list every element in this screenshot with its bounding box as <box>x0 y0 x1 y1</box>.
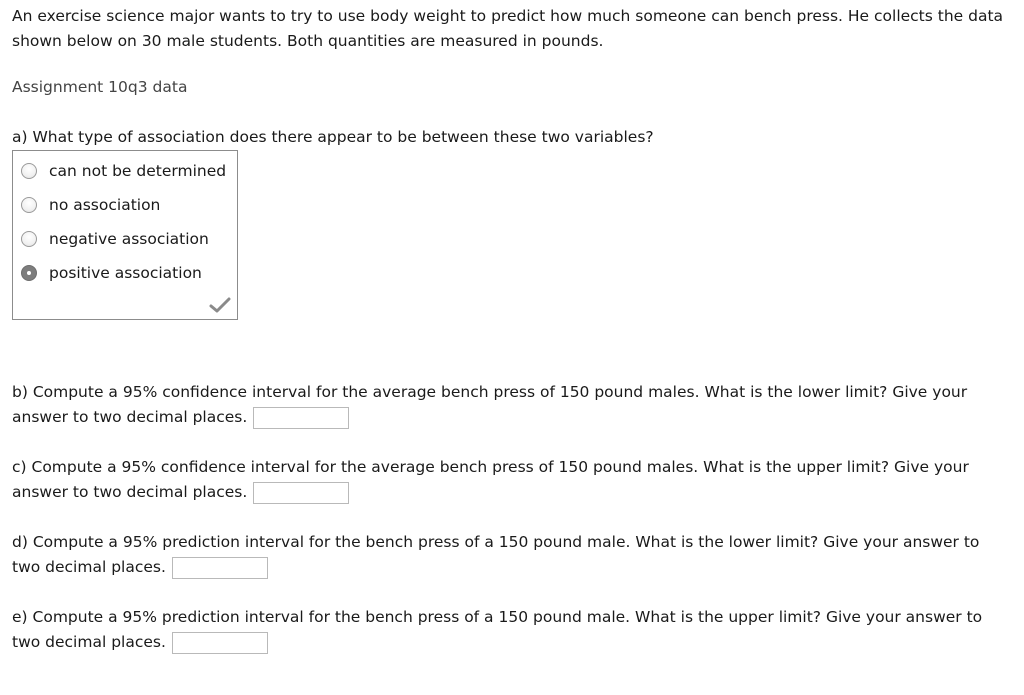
choice-no-association[interactable] <box>21 194 160 216</box>
question-b <box>12 380 1012 430</box>
question-c-text: c) Compute a 95% confidence interval for the average bench press of 150 pound males. What is the upper limit? Give your answer to two decimal places. <box>12 458 969 501</box>
choice-positive-association[interactable] <box>21 262 202 284</box>
question-e <box>12 605 1012 655</box>
answer-e-input[interactable] <box>172 632 268 654</box>
problem-intro: An exercise science major wants to try to use body weight to predict how much someone can bench press. He collects the data shown below on 30 male students. Both quantities are measured in pounds. <box>12 7 1004 50</box>
question-c <box>12 455 1012 505</box>
choice-can-not-be-determined[interactable] <box>21 160 226 182</box>
answer-b-input[interactable] <box>253 407 349 429</box>
question-d-text: d) Compute a 95% prediction interval for the bench press of a 150 pound male. What is the lower limit? Give your answer to two decimal places. <box>12 533 980 576</box>
data-link[interactable]: Assignment 10q3 data <box>12 78 188 96</box>
question-a: a) What type of association does there appear to be between these two variables? <box>12 128 654 146</box>
radio-no-association[interactable] <box>21 197 37 213</box>
choice-label: can not be determined <box>49 162 227 180</box>
choice-negative-association[interactable] <box>21 228 209 250</box>
radio-negative-association[interactable] <box>21 231 37 247</box>
correct-check-icon <box>209 297 231 313</box>
choice-label: positive association <box>49 264 202 282</box>
question-b-text: b) Compute a 95% confidence interval for the average bench press of 150 pound males. What is the lower limit? Give your answer to two decimal places. <box>12 383 968 426</box>
choice-box <box>12 150 238 320</box>
radio-positive-association[interactable] <box>21 265 37 281</box>
question-e-text: e) Compute a 95% prediction interval for the bench press of a 150 pound male. What is the upper limit? Give your answer to two decimal places. <box>12 608 983 651</box>
answer-d-input[interactable] <box>172 557 268 579</box>
radio-can-not-be-determined[interactable] <box>21 163 37 179</box>
question-d <box>12 530 1012 580</box>
choice-label: negative association <box>49 230 209 248</box>
answer-c-input[interactable] <box>253 482 349 504</box>
choice-label: no association <box>49 196 161 214</box>
